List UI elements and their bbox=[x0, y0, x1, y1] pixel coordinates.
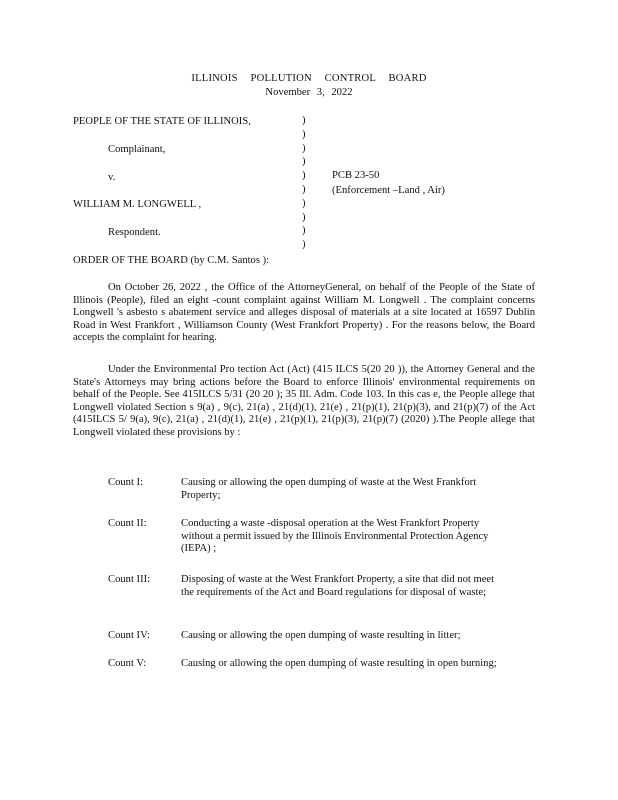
count-label: Count II: bbox=[108, 518, 147, 529]
versus-label: v. bbox=[108, 172, 116, 183]
plaintiff-name: PEOPLE OF THE STATE OF ILLINOIS, bbox=[73, 116, 251, 127]
caption-paren: ) bbox=[302, 211, 306, 223]
order-heading: ORDER OF THE BOARD (by C.M. Santos ): bbox=[73, 255, 270, 266]
case-type: (Enforcement –Land , Air) bbox=[332, 185, 445, 196]
count-text: Causing or allowing the open dumping of waste resulting in open burning; bbox=[181, 658, 497, 669]
caption-paren: ) bbox=[302, 170, 306, 182]
caption-paren: ) bbox=[302, 156, 306, 168]
caption-paren: ) bbox=[302, 183, 306, 195]
paragraph-intro: On October 26, 2022 , the Office of the AttorneyGeneral, on behalf of the People of the State of Illinois (People), filed an eight -count complaint against William M. Longwell . The complaint concerns Longwell 's asbesto s abatement service and alleges disposal of materials at a site located at 16597 Dublin Road in West Frankfort , Williamson County (West Frankfort Property) . For the reasons below, the Board accepts the complaint for hearing. bbox=[73, 282, 535, 344]
caption-paren: ) bbox=[302, 197, 306, 209]
caption-paren: ) bbox=[302, 128, 306, 140]
defendant-name: WILLIAM M. LONGWELL , bbox=[73, 199, 202, 210]
caption-paren: ) bbox=[302, 115, 306, 126]
case-number: PCB 23-50 bbox=[332, 170, 380, 181]
count-text: Conducting a waste -disposal operation at the West Frankfort Property without a permit issued by the Illinois Environmental Protection Agency (IEPA) ; bbox=[181, 518, 489, 555]
defendant-role: Respondent. bbox=[108, 227, 161, 238]
count-text: Causing or allowing the open dumping of waste resulting in litter; bbox=[181, 630, 461, 641]
count-label: Count IV: bbox=[108, 630, 150, 641]
caption-paren: ) bbox=[302, 225, 306, 237]
caption-paren: ) bbox=[302, 142, 306, 154]
count-text: Disposing of waste at the West Frankfort Property, a site that did not meet the requirements of the Act and Board regulations for disposal of waste; bbox=[181, 574, 495, 598]
count-text: Causing or allowing the open dumping of waste at the West Frankfort Property; bbox=[181, 477, 477, 501]
count-label: Count V: bbox=[108, 658, 147, 669]
plaintiff-role: Complainant, bbox=[108, 144, 166, 155]
count-label: Count III: bbox=[108, 574, 151, 585]
agency-title: ILLINOIS POLLUTION CONTROL BOARD bbox=[191, 73, 427, 84]
count-label: Count I: bbox=[108, 477, 144, 488]
caption-parentheses bbox=[302, 114, 312, 252]
paragraph-statute: Under the Environmental Pro tection Act (Act) (415 ILCS 5(20 20 )), the Attorney General and the State's Attorneys may bring actions before the Board to enforce Illinois' environmental requirements on behalf of the People. See 415ILCS 5/31 (20 20 ); 35 Ill. Adm. Code 103. In this cas e, the People allege that Longwell violated Section s 9(a) , 9(c), 21(a) , 21(d)(1), 21(e) , 21(p)(1), 21(p)(3), and 21(p)(7) of the Act (415ILCS 5/ 9(a), 9(c), 21(a) , 21(d)(1), 21(e) , 21(p)(1), 21(p)(3), 21(p)(7) (2020) ).The People allege that Longwell violated these provisions by : bbox=[73, 364, 535, 438]
order-date: November 3, 2022 bbox=[265, 87, 353, 98]
caption-paren: ) bbox=[302, 239, 306, 251]
